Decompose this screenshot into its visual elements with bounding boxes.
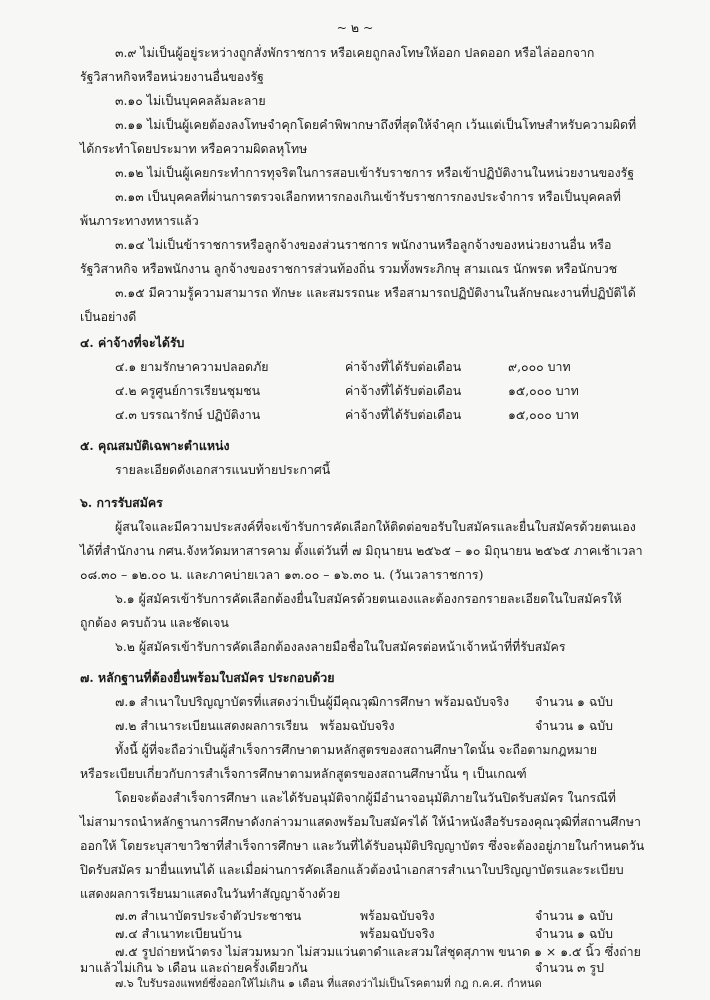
application-line-4: ๖.๑ ผู้สมัครเข้ารับการคัดเลือกต้องยื่นใบสมัครด้วยตนเองและต้องกรอกรายละเอียดในใบสมัครให้ (115, 591, 622, 606)
qualification-3-11: ๓.๑๑ ไม่เป็นผู้เคยต้องลงโทษจำคุกโดยคำพิพากษาถึงที่สุดให้จำคุก เว้นแต่เป็นโทษสำหรับความผิดที่ (115, 117, 637, 132)
wage-amount-2: ๑๕,๐๐๐ บาท (508, 383, 579, 398)
wage-label-3: ค่าจ้างที่ได้รับต่อเดือน (345, 407, 462, 422)
specific-qualifications-heading: ๕. คุณสมบัติเฉพาะตำแหน่ง (80, 438, 230, 453)
wage-amount-1: ๙,๐๐๐ บาท (508, 359, 571, 374)
qualification-3-10: ๓.๑๐ ไม่เป็นบุคคลล้มละลาย (115, 93, 266, 108)
application-line-6: ๖.๒ ผู้สมัครเข้ารับการคัดเลือกต้องลงลายมือชื่อในใบสมัครต่อหน้าเจ้าหน้าที่ที่รับสมัคร (115, 639, 566, 654)
qualification-3-13-cont: พ้นภาระทางทหารแล้ว (80, 213, 199, 228)
evidence-7-5: ๗.๕ รูปถ่ายหน้าตรง ไม่สวมหมวก ไม่สวมแว่นตาดำและสวมใส่ชุดสุภาพ ขนาด ๑ × ๑.๕ นิ้ว ซึ่งถ่าย (115, 944, 641, 959)
wage-label-2: ค่าจ้างที่ได้รับต่อเดือน (345, 383, 462, 398)
qualification-3-13: ๓.๑๓ เป็นบุคคลที่ผ่านการตรวจเลือกทหารกองเกินเข้ารับราชการกองประจำการ หรือเป็นบุคคลที่ (115, 189, 621, 204)
evidence-note-1: ทั้งนี้ ผู้ที่จะถือว่าเป็นผู้สำเร็จการศึกษาตามหลักสูตรของสถานศึกษาใดนั้น จะถือตามกฎหมาย (115, 742, 597, 757)
page-number: ~ ๒ ~ (336, 20, 374, 35)
wages-heading: ๔. ค่าจ้างที่จะได้รับ (80, 335, 185, 350)
evidence-7-3: ๗.๓ สำเนาบัตรประจำตัวประชาชน (115, 908, 302, 923)
application-line-3: ๐๘.๓๐ – ๑๒.๐๐ น. และภาคบ่ายเวลา ๑๓.๐๐ – ๑๖.๓๐ น. (วันเวลาราชการ) (80, 567, 484, 582)
evidence-7-2: ๗.๒ สำเนาระเบียนแสดงผลการเรียน (115, 718, 308, 733)
evidence-7-5-qty: จำนวน ๓ รูป (535, 960, 604, 975)
wage-label-1: ค่าจ้างที่ได้รับต่อเดือน (345, 359, 462, 374)
evidence-7-1: ๗.๑ สำเนาใบปริญญาบัตรที่แสดงว่าเป็นผู้มีคุณวุฒิการศึกษา พร้อมฉบับจริง (115, 694, 510, 709)
evidence-7-6: ๗.๖ ใบรับรองแพทย์ซึ่งออกให้ไม่เกิน ๑ เดือน ที่แสดงว่าไม่เป็นโรคตามที่ กฎ ก.ค.ศ. กำหนด (115, 977, 542, 990)
evidence-note-3: โดยจะต้องสำเร็จการศึกษา และได้รับอนุมัติจากผู้มีอำนาจอนุมัติภายในวันปิดรับสมัคร ในกรณีที่ (115, 790, 616, 805)
specific-qualifications-text: รายละเอียดดังเอกสารแนบท้ายประกาศนี้ (115, 462, 331, 477)
wage-position-1: ๔.๑ ยามรักษาความปลอดภัย (115, 359, 269, 374)
evidence-7-2-qty: จำนวน ๑ ฉบับ (535, 718, 614, 733)
evidence-note-4: ไม่สามารถนำหลักฐานการศึกษาดังกล่าวมาแสดงพร้อมใบสมัครได้ ให้นำหนังสือรับรองคุณวุฒิที่สถานศึกษา (80, 814, 641, 829)
qualification-3-15-cont: เป็นอย่างดี (80, 309, 137, 324)
application-line-2: ได้ที่สำนักงาน กศน.จังหวัดมหาสารคาม ตั้งแต่วันที่ ๗ มิถุนายน ๒๕๖๕ – ๑๐ มิถุนายน ๒๕๖๕ ภาคเช้าเวลา (80, 543, 643, 558)
evidence-heading: ๗. หลักฐานที่ต้องยื่นพร้อมใบสมัคร ประกอบด้วย (80, 670, 335, 685)
evidence-note-7: แสดงผลการเรียนมาแสดงในวันทำสัญญาจ้างด้วย (80, 886, 341, 901)
evidence-7-1-qty: จำนวน ๑ ฉบับ (535, 694, 614, 709)
application-line-5: ถูกต้อง ครบถ้วน และชัดเจน (80, 615, 229, 630)
application-line-1: ผู้สนใจและมีความประสงค์ที่จะเข้ารับการคัดเลือกให้ติดต่อขอรับใบสมัครและยื่นใบสมัครด้วยตนเอง (115, 519, 636, 534)
evidence-7-3-original: พร้อมฉบับจริง (360, 908, 435, 923)
wage-amount-3: ๑๕,๐๐๐ บาท (508, 407, 579, 422)
qualification-3-9: ๓.๙ ไม่เป็นผู้อยู่ระหว่างถูกสั่งพักราชการ หรือเคยถูกลงโทษให้ออก ปลดออก หรือไล่ออกจาก (115, 45, 595, 60)
evidence-7-4-qty: จำนวน ๑ ฉบับ (535, 926, 614, 941)
qualification-3-15: ๓.๑๕ มีความรู้ความสามารถ ทักษะ และสมรรถนะ หรือสามารถปฏิบัติงานในลักษณะงานที่ปฏิบัติได้ (115, 285, 636, 300)
application-heading: ๖. การรับสมัคร (80, 495, 163, 510)
evidence-7-3-qty: จำนวน ๑ ฉบับ (535, 908, 614, 923)
qualification-3-9-cont: รัฐวิสาหกิจหรือหน่วยงานอื่นของรัฐ (80, 69, 264, 84)
wage-position-3: ๔.๓ บรรณารักษ์ ปฏิบัติงาน (115, 407, 261, 422)
evidence-note-6: ปิดรับสมัคร มายื่นแทนได้ และเมื่อผ่านการคัดเลือกแล้วต้องนำเอกสารสำเนาใบปริญญาบัตรและระเบียบ (80, 862, 624, 877)
qualification-3-14: ๓.๑๔ ไม่เป็นข้าราชการหรือลูกจ้างของส่วนราชการ พนักงานหรือลูกจ้างของหน่วยงานอื่น หรือ (115, 237, 612, 252)
qualification-3-11-cont: ได้กระทำโดยประมาท หรือความผิดลหุโทษ (80, 141, 308, 156)
evidence-7-4-original: พร้อมฉบับจริง (360, 926, 435, 941)
evidence-7-4: ๗.๔ สำเนาทะเบียนบ้าน (115, 926, 242, 941)
evidence-7-2-original: พร้อมฉบับจริง (320, 718, 395, 733)
qualification-3-12: ๓.๑๒ ไม่เป็นผู้เคยกระทำการทุจริตในการสอบเข้ารับราชการ หรือเข้าปฏิบัติงานในหน่วยงานของรัฐ (115, 165, 635, 180)
evidence-note-2: หรือระเบียบเกี่ยวกับการสำเร็จการศึกษาตามหลักสูตรของสถานศึกษานั้น ๆ เป็นเกณฑ์ (80, 766, 527, 781)
qualification-3-14-cont: รัฐวิสาหกิจ หรือพนักงาน ลูกจ้างของราชการส่วนท้องถิ่น รวมทั้งพระภิกษุ สามเณร นักพรต หรือนักบวช (80, 261, 618, 276)
wage-position-2: ๔.๒ ครูศูนย์การเรียนชุมชน (115, 383, 261, 398)
evidence-7-5-cont: มาแล้วไม่เกิน ๖ เดือน และถ่ายครั้งเดียวกัน (80, 960, 308, 975)
evidence-note-5: ออกให้ โดยระบุสาขาวิชาที่สำเร็จการศึกษา และวันที่ได้รับอนุมัติปริญญาบัตร ซึ่งจะต้องอยู่ภายในกำหนดวัน (80, 838, 645, 853)
